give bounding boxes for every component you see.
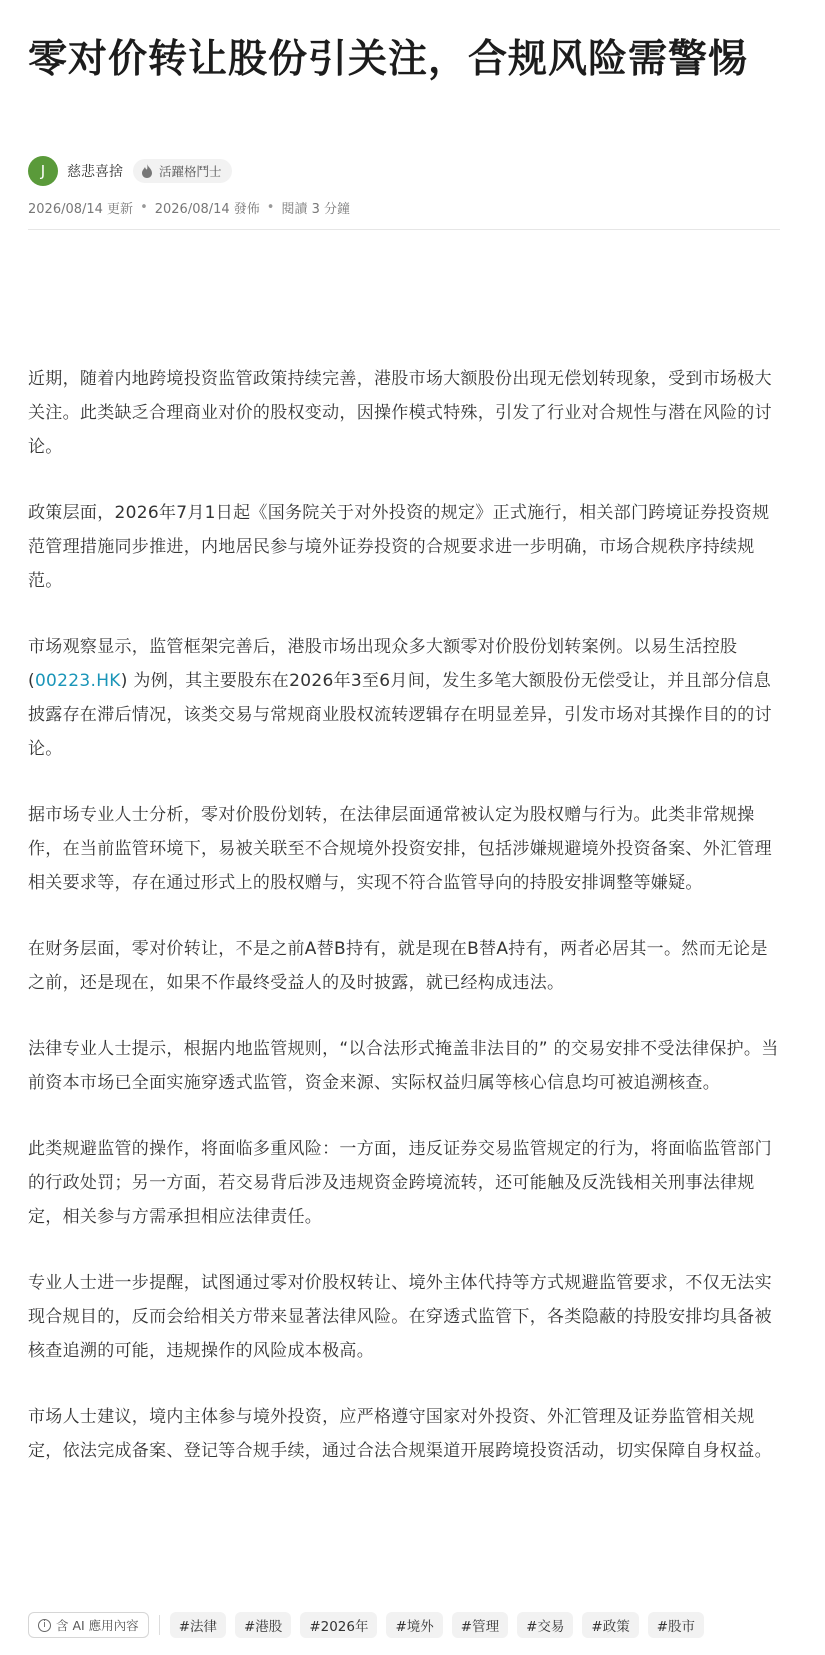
- author-row: [28, 156, 232, 186]
- paragraph-text: ) 为例，其主要股东在2026年3至6月间，发生多笔大额股份无偿受让，并且部分信息披露存在滞后情况，该类交易与常规商业股权流转逻辑存在明显差异，引发市场对其操作目的的讨论。: [28, 671, 772, 759]
- meta-separator: •: [266, 200, 275, 215]
- info-icon: i: [38, 1619, 51, 1632]
- flame-icon: [141, 164, 153, 178]
- paragraph: 法律专业人士提示，根据内地监管规则，“以合法形式掩盖非法目的” 的交易安排不受法律保护。当前资本市场已全面实施穿透式监管，资金来源、实际权益归属等核心信息均可被追溯核查。: [28, 1039, 779, 1093]
- tag-separator: [159, 1615, 160, 1635]
- avatar[interactable]: J: [28, 156, 58, 186]
- paragraph: 专业人士进一步提醒，试图通过零对价股权转让、境外主体代持等方式规避监管要求，不仅无法实现合规目的，反而会给相关方带来显著法律风险。在穿透式监管下，各类隐蔽的持股安排均具备被核查追溯的可能，违规操作的风险成本极高。: [28, 1273, 772, 1361]
- tag[interactable]: #境外: [386, 1612, 442, 1638]
- paragraph: 据市场专业人士分析，零对价股份划转，在法律层面通常被认定为股权赠与行为。此类非常规操作，在当前监管环境下，易被关联至不合规境外投资安排，包括涉嫌规避境外投资备案、外汇管理相关要求等，存在通过形式上的股权赠与，实现不符合监管导向的持股安排调整等嫌疑。: [28, 805, 772, 893]
- tag[interactable]: #管理: [452, 1612, 508, 1638]
- updated-date: 2026/08/14 更新: [28, 202, 134, 217]
- tag-bar: [28, 1611, 713, 1639]
- paragraph: 近期，随着内地跨境投资监管政策持续完善，港股市场大额股份出现无偿划转现象，受到市场极大关注。此类缺乏合理商业对价的股权变动，因操作模式特殊，引发了行业对合规性与潜在风险的讨论。: [28, 369, 772, 457]
- tag[interactable]: #法律: [170, 1612, 226, 1638]
- article-body: [28, 362, 780, 1500]
- stock-link[interactable]: 00223.HK: [34, 671, 121, 691]
- paragraph: 政策层面，2026年7月1日起《国务院关于对外投资的规定》正式施行，相关部门跨境证券投资规范管理措施同步推进，内地居民参与境外证券投资的合规要求进一步明确，市场合规秩序持续规范。: [28, 503, 770, 591]
- article-title: 零对价转让股份引关注，合规风险需警惕: [28, 37, 749, 82]
- paragraph: 市场人士建议，境内主体参与境外投资，应严格遵守国家对外投资、外汇管理及证券监管相关规定，依法完成备案、登记等合规手续，通过合法合规渠道开展跨境投资活动，切实保障自身权益。: [28, 1407, 772, 1461]
- tag[interactable]: #政策: [582, 1612, 638, 1638]
- paragraph: 此类规避监管的操作，将面临多重风险：一方面，违反证券交易监管规定的行为，将面临监管部门的行政处罚；另一方面，若交易背后涉及违规资金跨境流转，还可能触及反洗钱相关刑事法律规定，相关参与方需承担相应法律责任。: [28, 1139, 772, 1227]
- tag[interactable]: #交易: [517, 1612, 573, 1638]
- tag[interactable]: #股市: [648, 1612, 704, 1638]
- tag[interactable]: #2026年: [300, 1612, 377, 1638]
- badge-label: 活躍格鬥士: [159, 164, 222, 179]
- ai-label-text: 含 AI 應用內容: [56, 1618, 139, 1633]
- header-divider: [28, 229, 780, 230]
- author-badge[interactable]: [133, 159, 232, 183]
- article-meta: [28, 198, 350, 217]
- paragraph-text: 市场观察显示，监管框架完善后，港股市场出现众多大额零对价股份划转案例。以易生活控股 (: [28, 637, 738, 691]
- read-time: 閱讀 3 分鐘: [281, 202, 351, 217]
- ai-content-label[interactable]: [28, 1612, 149, 1638]
- meta-separator: •: [140, 200, 148, 215]
- paragraph: [28, 630, 780, 766]
- published-date: 2026/08/14 發佈: [154, 202, 260, 217]
- tag[interactable]: #港股: [235, 1612, 291, 1638]
- author-name[interactable]: 慈悲喜捨: [67, 164, 123, 180]
- paragraph: 在财务层面，零对价转让，不是之前A替B持有，就是现在B替A持有，两者必居其一。然而无论是之前，还是现在，如果不作最终受益人的及时披露，就已经构成违法。: [28, 939, 768, 993]
